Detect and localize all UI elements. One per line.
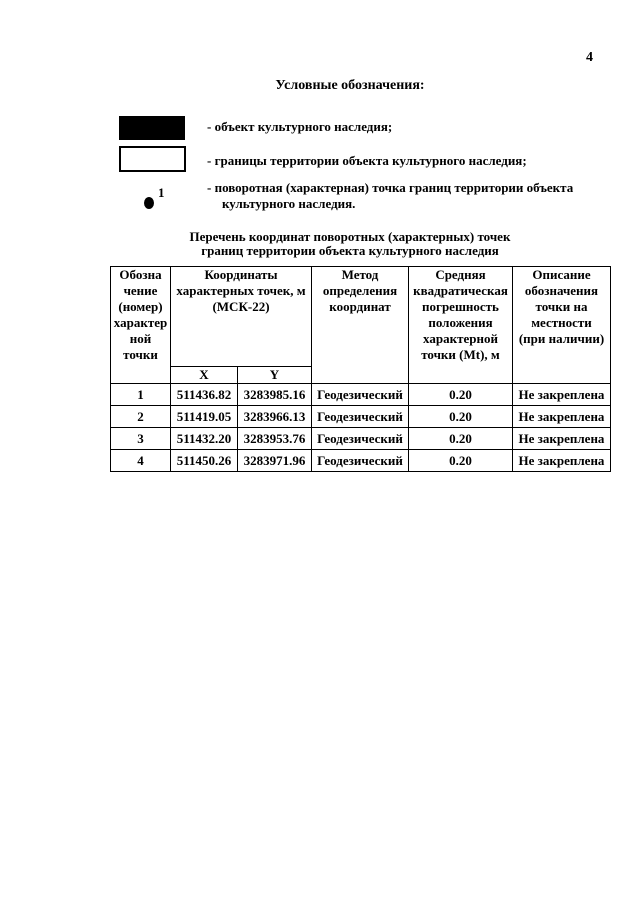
table-caption (0, 230, 640, 258)
cell-description: Не закреплена (513, 384, 611, 406)
cell-x: 511432.20 (171, 428, 238, 450)
legend-title: Условные обозначения: (275, 78, 425, 93)
table-caption-line1: Перечень координат поворотных (характерных) точек (189, 229, 511, 244)
cell-error: 0.20 (409, 384, 513, 406)
header-description: Описание обозначения точки на местности (при наличии) (513, 267, 611, 384)
cell-method: Геодезический (312, 428, 409, 450)
cell-x: 511450.26 (171, 450, 238, 472)
turning-point-symbol (144, 197, 154, 209)
cell-description: Не закреплена (513, 450, 611, 472)
cell-point-id: 2 (111, 406, 171, 428)
cell-method: Геодезический (312, 406, 409, 428)
cell-y: 3283953.76 (238, 428, 312, 450)
table-row (111, 428, 611, 450)
table-row (111, 384, 611, 406)
cell-error: 0.20 (409, 406, 513, 428)
cell-y: 3283985.16 (238, 384, 312, 406)
header-point-id: Обозна чение (номер) характер ной точки (111, 267, 171, 384)
turning-point-symbol-label: 1 (158, 185, 165, 200)
cell-point-id: 3 (111, 428, 171, 450)
header-method: Метод определения координат (312, 267, 409, 384)
table-row (111, 406, 611, 428)
cell-point-id: 4 (111, 450, 171, 472)
cell-description: Не закреплена (513, 406, 611, 428)
coordinates-table (110, 266, 611, 472)
territory-boundary-symbol (119, 146, 186, 172)
legend-item-boundary: - границы территории объекта культурного наследия; (207, 153, 527, 168)
page-number: 4 (586, 50, 593, 65)
cell-point-id: 1 (111, 384, 171, 406)
cell-y: 3283971.96 (238, 450, 312, 472)
legend-item-turning-point-line2: культурного наследия. (222, 196, 356, 211)
cell-error: 0.20 (409, 450, 513, 472)
cell-description: Не закреплена (513, 428, 611, 450)
cell-method: Геодезический (312, 384, 409, 406)
legend-item-turning-point (207, 180, 607, 212)
cell-y: 3283966.13 (238, 406, 312, 428)
cell-error: 0.20 (409, 428, 513, 450)
cell-x: 511436.82 (171, 384, 238, 406)
header-x: X (171, 367, 238, 384)
cell-x: 511419.05 (171, 406, 238, 428)
header-y: Y (238, 367, 312, 384)
legend-item-object: - объект культурного наследия; (207, 119, 393, 134)
table-caption-line2: границ территории объекта культурного наследия (201, 243, 499, 258)
legend-item-turning-point-line1: - поворотная (характерная) точка границ территории объекта (207, 180, 574, 195)
header-error: Средняя квадратическая погрешность положения характерной точки (Mt), м (409, 267, 513, 384)
table-row (111, 450, 611, 472)
header-coordinates: Координаты характерных точек, м (МСК-22) (171, 267, 312, 367)
cultural-heritage-object-symbol (119, 116, 185, 140)
cell-method: Геодезический (312, 450, 409, 472)
